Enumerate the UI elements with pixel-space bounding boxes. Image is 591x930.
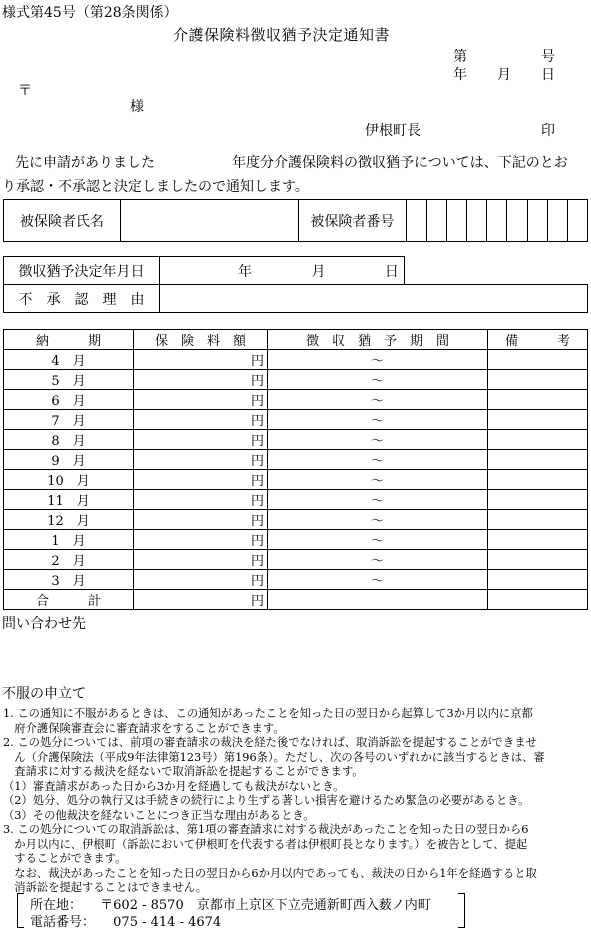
insured-name-value (120, 200, 298, 242)
month-label: 10 月 (4, 470, 134, 490)
number-box (447, 200, 467, 242)
remarks-cell (488, 510, 588, 530)
deferral-period: ～ (268, 570, 488, 590)
appeal-line: 3. この処分についての取消訴訟は、第1項の審査請求に対する裁決があったことを知った日の翌日から6 (3, 823, 529, 836)
month-row (4, 570, 588, 590)
amount-yen: 円 (134, 470, 268, 490)
insured-table (3, 199, 588, 242)
month-row (4, 430, 588, 450)
number-box (467, 200, 487, 242)
month-label: 1 月 (4, 530, 134, 550)
remarks-cell (488, 470, 588, 490)
appeal-line: ん（介護保険法（平成9年法律第123号）第196条）。ただし、次の各号のいずれかに該当するときは、審 (3, 750, 545, 764)
total-yen: 円 (134, 590, 268, 610)
decision-date-value (160, 257, 405, 285)
appeal-notes (3, 707, 545, 896)
remarks-cell (488, 530, 588, 550)
deferral-period: ～ (268, 470, 488, 490)
location-value: 〒602 - 8570 京都市上京区下立売通新町西入薮ノ内町 (100, 898, 431, 913)
total-deferral (268, 590, 488, 610)
deferral-period: ～ (268, 350, 488, 370)
decision-year: 年 (238, 263, 252, 280)
location-label: 所在地： (30, 898, 83, 913)
date-year: 年 (453, 67, 467, 83)
amount-yen: 円 (134, 490, 268, 510)
amount-yen: 円 (134, 570, 268, 590)
month-label: 7 月 (4, 410, 134, 430)
decision-table (3, 256, 588, 313)
amount-yen: 円 (134, 530, 268, 550)
deferral-period: ～ (268, 370, 488, 390)
appeal-line: 1. この通知に不服があるときは、この通知があったことを知った日の翌日から起算して3か月以内に京都 (3, 707, 533, 720)
month-label: 11 月 (4, 490, 134, 510)
date-month: 月 (497, 67, 511, 83)
month-row (4, 510, 588, 530)
address-bracket-right (458, 893, 465, 928)
insured-number-label: 被保険者番号 (299, 200, 407, 242)
remarks-cell (488, 350, 588, 370)
month-row (4, 350, 588, 370)
month-row (4, 490, 588, 510)
month-label: 9 月 (4, 450, 134, 470)
remarks-cell (488, 550, 588, 570)
deferral-period: ～ (268, 410, 488, 430)
appeal-line: 査請求に対する裁決を経ないで取消訴訟を提起することができます。 (3, 765, 364, 778)
body-line1-a: 先に申請がありました (15, 155, 155, 171)
seal-mark: 印 (541, 123, 555, 139)
remarks-cell (488, 430, 588, 450)
appeal-line: することができます。 (3, 852, 127, 865)
month-row (4, 450, 588, 470)
amount-yen: 円 (134, 390, 268, 410)
appeal-line: か月以内に、伊根町（訴訟において伊根町を代表する者は伊根町長となります。）を被告として、提起 (3, 837, 528, 851)
decision-date-label: 徴収猶予決定年月日 (4, 257, 160, 285)
deferral-period: ～ (268, 530, 488, 550)
number-go: 号 (541, 49, 555, 65)
appeal-line: 府介護保険審査会に審査請求をすることができます。 (3, 721, 285, 735)
appeal-line: （3）その他裁決を経ないことにつき正当な理由があるとき。 (3, 808, 315, 822)
date-day: 日 (541, 67, 555, 83)
month-row (4, 370, 588, 390)
address-bracket-left (17, 893, 24, 928)
reason-label: 不 承 認 理 由 (4, 285, 160, 313)
reason-value (160, 285, 588, 313)
month-row (4, 390, 588, 410)
number-box (487, 200, 507, 242)
number-box (547, 200, 567, 242)
appeal-line: 消訴訟を提起することはできません。 (3, 881, 208, 894)
appeal-line: （1）審査請求があった日から3か月を経過しても裁決がないとき。 (3, 779, 345, 793)
month-label: 3 月 (4, 570, 134, 590)
month-label: 12 月 (4, 510, 134, 530)
remarks-cell (488, 390, 588, 410)
amount-yen: 円 (134, 550, 268, 570)
remarks-cell (488, 490, 588, 510)
deferral-period: ～ (268, 390, 488, 410)
month-row (4, 530, 588, 550)
col-header-deferral: 徴 収 猶 予 期 間 (268, 330, 488, 350)
phone-value: 075 - 414 - 4674 (113, 915, 222, 930)
recipient-sama: 様 (130, 99, 144, 115)
remarks-cell (488, 570, 588, 590)
amount-yen: 円 (134, 410, 268, 430)
amount-yen: 円 (134, 430, 268, 450)
number-box (426, 200, 446, 242)
total-label: 合 計 (4, 590, 134, 610)
month-label: 2 月 (4, 550, 134, 570)
amount-yen: 円 (134, 450, 268, 470)
document-title: 介護保険料徴収猶予決定通知書 (173, 26, 391, 44)
month-label: 4 月 (4, 350, 134, 370)
month-label: 8 月 (4, 430, 134, 450)
appeal-line: なお、裁決があったことを知った日の翌日から6か月以内であっても、裁決の日から1年を経過すると取 (3, 866, 537, 880)
body-line1-b: 年度分介護保険料の徴収猶予については、下記のとお (232, 155, 568, 171)
col-header-amount: 保 険 料 額 (134, 330, 268, 350)
amount-yen: 円 (134, 510, 268, 530)
appeal-heading: 不服の申立て (2, 686, 86, 702)
postal-mark: 〒 (18, 83, 32, 99)
decision-day: 日 (384, 263, 399, 280)
month-row (4, 410, 588, 430)
total-remarks (488, 590, 588, 610)
number-box (527, 200, 547, 242)
phone-label: 電話番号： (30, 915, 96, 930)
number-box (406, 200, 426, 242)
deferral-period: ～ (268, 450, 488, 470)
number-box (567, 200, 587, 242)
col-header-period: 納 期 (4, 330, 134, 350)
issuer-name: 伊根町長 (365, 123, 421, 139)
month-label: 5 月 (4, 370, 134, 390)
month-row (4, 470, 588, 490)
appeal-line: （2）処分、処分の執行又は手続きの続行により生ずる著しい損害を避けるため緊急の必要があるとき。 (3, 794, 530, 807)
col-header-remarks: 備 考 (488, 330, 588, 350)
amount-yen: 円 (134, 350, 268, 370)
month-label: 6 月 (4, 390, 134, 410)
appeal-line: 2. この処分については、前項の審査請求の裁決を経た後でなければ、取消訴訟を提起することができませ (3, 736, 537, 749)
number-dai: 第 (453, 49, 467, 65)
remarks-cell (488, 370, 588, 390)
deferral-period: ～ (268, 510, 488, 530)
form-number: 様式第45号（第28条関係） (2, 5, 178, 21)
deferral-period: ～ (268, 490, 488, 510)
month-row (4, 550, 588, 570)
body-line2: り承認・不承認と決定しましたので通知します。 (2, 179, 309, 195)
address-phone (30, 911, 221, 930)
deferral-period: ～ (268, 430, 488, 450)
remarks-cell (488, 450, 588, 470)
contact-label: 問い合わせ先 (2, 616, 86, 632)
number-box (507, 200, 527, 242)
schedule-table (3, 329, 588, 610)
remarks-cell (488, 410, 588, 430)
deferral-period: ～ (268, 550, 488, 570)
decision-month: 月 (311, 263, 326, 280)
amount-yen: 円 (134, 370, 268, 390)
insured-name-label: 被保険者氏名 (4, 200, 121, 242)
